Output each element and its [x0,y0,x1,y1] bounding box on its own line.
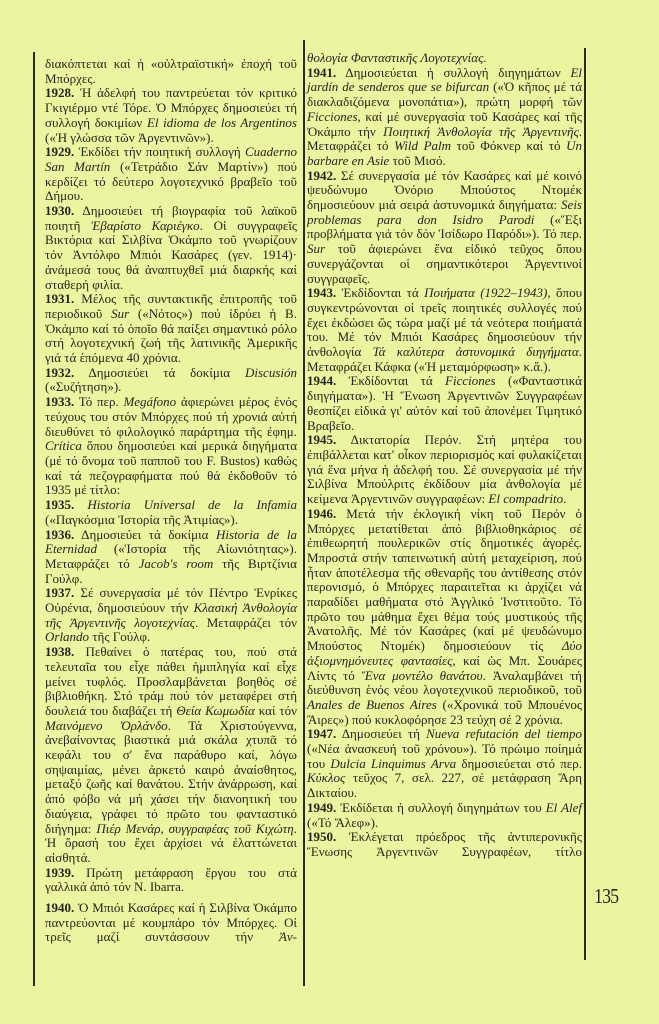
entry-text: Πρώτη μετάφραση ἔργου του στά γαλλικά ἀπό τόν N. Ibarra. [45,864,297,895]
entry-text: («Φανταστικά διηγήματα»). Ἡ Ἕνωση Ἀργεντινῶν Συγγραφέων θεσπίζει εἰδικά γι' αὐτόν καί τοῦ ἀπονέμει Τιμητικό Βραβεῖο. [307,373,582,433]
entry-text: τῆς Βιρτζίνια Γούλφ. [45,555,297,586]
entry-title-italic: Ποιήματα (1922–1943) [424,285,548,301]
entry-year: 1928. [45,85,75,101]
entry-text: . Μεταφράζει τό [307,123,582,154]
entry-text: διακόπτεται καί ἡ «οὐλτραϊστική» ἐποχή τοῦ Μπόρχες. [45,56,297,86]
entry-text: Δημοσιεύει τά δοκίμια [74,526,217,542]
chronology-entry-1937 [45,586,297,645]
entry-year: 1942. [307,167,337,183]
chronology-entry-1932 [45,366,297,395]
entry-title-italic: Orlando [45,629,90,645]
entry-text: («Ἡ γλώσσα τῶν Ἀργεντινῶν»). [45,129,214,145]
entry-text: . Οἱ συγγραφεῖς Βικτόρια καί Σιλβίνα Ὀκάμπο τοῦ γνωρίζουν τόν Ἀντόλφο Μπιόι Κασάρες (γεν. 1914)· ἀνάμεσά τους θά ἀναπτυχθεῖ μιά διαρκής καί σταθερή φιλία. [45,217,297,292]
entry-title-italic: Δύο ἀξιομνημόνευτες φαντασίες [307,638,582,668]
entry-text: , καί ὡς Μπ. Σουάρες Λίντς τό [307,652,582,683]
entry-title-italic: El compadrito [488,491,564,507]
entry-text: Δικτατορία Περόν. Στή μητέρα του ἐπιβάλλεται κατ' οἶκον περιορισμός καί φυλακίζεται γιά ἕνα μήνα ἡ ἀδελφή του. Σέ συνεργασία μέ τήν Σιλβίνα Μπούλριτς ἐκδίδουν μία ἀνθολογία μέ κείμενα Ἀργεντινῶν συγγραφέων: [307,432,582,507]
entry-title-italic: Sur [111,305,130,321]
chronology-entry-1935 [45,498,297,527]
chronology-entry-continued [307,51,582,66]
chronology-entry-1944 [307,374,582,433]
entry-year: 1946. [307,505,337,521]
chronology-column-right [307,51,582,860]
entry-title-italic: Ἕνα μοντέλο θανάτου [361,667,483,683]
entry-title-italic: Un barbare en Asie [307,138,582,168]
entry-text: Ἐκδίδονται τά [336,373,446,389]
entry-title-italic: Wild Palm [394,138,452,154]
entry-text: , καί μέ συνεργασία τοῦ Κασάρες καί τῆς Ὀκάμπο τήν [307,108,582,139]
entry-year: 1939. [45,864,75,880]
entry-text: Ὁ Μπιόι Κασάρες καί ἡ Σιλβίνα Ὀκάμπο παντρεύονται μέ κουμπάρο τόν Μπόρχες. Οἱ τρεῖς μαζί συντάσσουν τήν [45,900,297,945]
entry-text: («Συζήτηση»). [45,379,122,395]
entry-text: . Μεταφράζει Κάφκα («Ἡ μεταμόρφωση» κ.ἄ.). [307,344,582,374]
entry-title-italic: El jardín de senderos que se bifurcan [307,64,582,95]
entry-text: . Ἡ ὅρασή του ἔχει ἀρχίσει νά ἐλαττώνεται αἰσθητά. [45,820,297,865]
entry-title-italic: Κύκλος [307,770,346,786]
entry-text: τοῦ Μισό. [389,152,446,168]
column-rule-left [33,52,35,986]
entry-year: 1950. [307,829,337,845]
entry-text: Ἐκλέγεται πρόεδρος τῆς ἀντιπερονικῆς Ἕνωσης Ἀργεντινῶν Συγγραφέων, τίτλο [307,829,582,859]
entry-text: Πεθαίνει ὁ πατέρας του, πού στά τελευταῖα του εἶχε πάθει ἡμιπληγία καί εἶχε μείνει τυφλός. Προσλαμβάνεται βοηθός σέ βιβλιοθήκη. Στό τράμ πού τόν μεταφέρει στή δουλειά του διαβάζει τή [45,644,297,718]
chronology-entry-1933 [45,395,297,498]
entry-text: («Νέα ἀνασκευή τοῦ χρόνου»). Τό πρώιμο ποίημά του [307,741,582,771]
entry-year: 1943. [307,285,337,301]
entry-text: . Μεταφράζει τόν [195,614,298,630]
chronology-entry-1950 [307,830,582,859]
entry-text: («Τετράδιο Σάν Μαρτίν») πού κερδίζει τό δεύτερο λογοτεχνικό βραβεῖο τοῦ Δήμου. [45,158,297,204]
entry-text: ὅπου δημοσιεύει καί μερικά διηγήματα (μέ τό ὄνομα τοῦ παπποῦ του F. Bustos) καθώς καί τά πεζογραφήματα πού θά ἐκδοθοῦν τό 1935 μέ τίτλο: [45,438,297,498]
column-rule-right [584,48,586,960]
entry-text: («Νότος») πού ἱδρύει ἡ Β. Ὀκάμπο καί τό ὁποῖο θά παίξει σημαντικό ρόλο στή λογοτεχνική ζωή τῆς λατινικῆς Ἀμερικῆς γιά τά ἑπόμενα 40 χρόνια. [45,305,297,366]
chronology-entry-1930 [45,204,297,292]
entry-text: («Ὁ κῆπος μέ τά διακλαδιζόμενα μονοπάτια»), πρώτη μορφή τῶν [307,79,582,110]
entry-title-italic: Nueva refutación del tiempo [426,726,582,742]
chronology-entry-1936 [45,528,297,587]
chronology-entry-1929 [45,145,297,204]
entry-year: 1929. [45,144,75,160]
entry-title-italic: Ἐβαρίστο Καριέγκο [91,217,200,233]
entry-year: 1944. [307,373,337,389]
entry-title-italic: θολογία Φανταστικῆς Λογοτεχνίας. [307,50,487,65]
entry-year: 1935. [45,497,75,513]
entry-title-italic: Κλασική Ἀνθολογία τῆς Ἀργεντινῆς λογοτεχνίας [45,600,298,630]
entry-title-italic: Ποιητική Ἀνθολογία τῆς Ἀργεντινῆς [383,123,579,139]
entry-text: Ἐκδίδεται ἡ συλλογή διηγημάτων του [336,799,546,815]
entry-text: («Τό Ἄλεφ»). [307,814,379,830]
chronology-entry-1940 [45,901,297,945]
chronology-entry-continued [45,57,297,86]
chronology-entry-1946 [307,507,582,728]
chronology-column-left [45,57,297,945]
column-divider [303,40,305,986]
entry-text: Σέ συνεργασία μέ τόν Πέντρο Ἐνρίκες Οὐρένια, δημοσιεύουν τήν [45,585,297,616]
entry-text: («Ἕξι προβλήματα γιά τόν δόν Ἰσίδωρο Παρόδι»). Τό περ. [307,211,582,242]
entry-title-italic: Anales de Buenos Aires [307,696,437,712]
chronology-entry-1947 [307,727,582,801]
entry-text: . Ἀναλαμβάνει τή διεύθυνση ἑνός νέου λογοτεχνικοῦ περιοδικοῦ, τοῦ [307,667,582,698]
entry-year: 1936. [45,526,75,542]
entry-text: δημοσιεύεται στό περ. [456,755,582,771]
chronology-entry-1928 [45,86,297,145]
chronology-entry-1938 [45,645,297,866]
chronology-entry-1939 [45,866,297,895]
entry-text: Τό περ. [74,394,124,410]
page-number: 135 [594,884,619,908]
entry-year: 1947. [307,726,337,742]
entry-title-italic: Crítica [45,438,82,454]
chronology-entry-1941 [307,66,582,169]
entry-text: τῆς Γούλφ. [89,629,151,645]
entry-text: Ἐκδίδει τήν ποιητική συλλογή [74,144,245,160]
entry-year: 1949. [307,799,337,815]
entry-title-italic: Πιέρ Μενάρ, συγγραφέας τοῦ Κιχώτη [96,820,294,836]
entry-text: Μετά τήν ἐκλογική νίκη τοῦ Περόν ὁ Μπόρχες μετατίθεται ἀπό βιβλιοθηκάριος σέ ἐπιθεωρητή πουλερικῶν στίς δημοτικές ἀγορές. Μπροστά στήν ταπεινωτική αὐτή μεταχείριση, πού ἦταν ἀποτέλεσμα τῆς σθεναρῆς του ἀντίθεσης στόν περονισμό, ὁ Μπόρχες παραιτεῖται κι ἀρχίζει νά παραδίδει μαθήματα στό Ἀγγλικό Ἰνστιτοῦτο. Τό πρῶτο του μάθημα ἔχει θέμα τούς μυστικούς τῆς Ἀνατολῆς. Μέ τόν Κασάρες (καί μέ ψευδώνυμο Μπούστος Ντομέκ) δημοσιεύουν τίς [307,505,582,654]
entry-text: τεῦχος 7, σελ. 227, σέ μετάφραση Ἄρη Δικταίου. [307,770,582,801]
entry-text: ἀφιερώνει μέρος ἑνός τεύχους του στόν Μπόρχες πού τή χρονιά αὐτή διευθύνει τό φιλολογικό παράρτημα τῆς ἐφημ. [45,394,297,439]
entry-title-italic: Μαινόμενο Ὀρλάνδο [45,717,168,733]
entry-text: Δημοσιεύει τή βιογραφία τοῦ λαϊκοῦ ποιητῆ [45,203,297,233]
entry-text: Ἡ ἀδελφή του παντρεύεται τόν κριτικό Γκιγιέρμο ντέ Τόρε. Ὁ Μπόρχες δημοσιεύει τή συλλογή δοκιμίων [45,85,297,130]
entry-text: . [563,491,567,507]
entry-title-italic: Jacob's room [138,555,214,571]
entry-year: 1931. [45,291,75,307]
entry-text: Σέ συνεργασία μέ τόν Κασάρες καί μέ κοινό ψευδώνυμο Ὀνόριο Μπούστος Ντομέκ δημοσιεύουν μιά σειρά ἀστυνομικά διηγήματα: [307,167,582,213]
entry-title-italic: Sur [307,241,326,257]
entry-text: Δημοσιεύεται ἡ συλλογή διηγημάτων [336,64,571,80]
entry-text: («Ἱστορία τῆς Αἰωνιότητας»). Μεταφράζει τό [45,541,297,571]
entry-year: 1938. [45,644,75,660]
entry-year: 1941. [307,64,337,80]
chronology-entry-1949 [307,801,582,830]
entry-title-italic: Ficciones [307,108,358,124]
chronology-entry-1942 [307,169,582,287]
entry-title-italic: Ficciones [445,373,496,389]
entry-text [74,497,87,512]
chronology-entry-1943 [307,286,582,374]
chronology-entry-1931 [45,292,297,366]
entry-title-italic: Discusión [245,364,297,380]
entry-title-italic: El idioma de los Argentinos [146,114,297,130]
entry-title-italic: Ἀν- [278,929,297,945]
entry-year: 1937. [45,585,75,601]
entry-text: καί τόν [254,702,298,718]
entry-year: 1933. [45,394,75,410]
entry-title-italic: Historia de la Eternidad [45,526,297,557]
entry-text: τοῦ Φόκνερ καί τό [451,138,567,154]
chronology-entry-1945 [307,433,582,507]
entry-title-italic: Cuaderno San Martín [45,144,297,174]
entry-text: . Τά Χριστούγεννα, ἀνεβαίνοντας βιαστικά μιά σκάλα χτυπᾶ τό κεφάλι του σ' ἕνα παράθυρο καί, λόγω σηψαιμίας, μένει ἀρκετό καιρό ἀναίσθητος, μεταξύ ζωῆς καί θανάτου. Στήν ἀνάρρωση, καί ἀπό φόβο νά μή χάσει τήν διανοητική του διαύγεια, γράφει τό πρῶτο του φανταστικό διήγημα: [45,717,297,836]
entry-text: Δημοσιεύει τή [336,726,427,742]
entry-text: («Χρονικά τοῦ Μπουένος Ἄιρες») πού κυκλοφόρησε 23 τεύχη σέ 2 χρόνια. [307,696,582,727]
entry-text: τοῦ ἀφιερώνει ἕνα εἰδικό τεῦχος ὅπου συνεργάζονται οἱ σημαντικότεροι Ἀργεντινοί συγγραφεῖς. [307,241,582,286]
entry-title-italic: Dulcia Linquimus Arva [330,755,457,771]
entry-title-italic: Θεία Κωμωδία [176,702,255,718]
entry-year: 1932. [45,364,75,380]
entry-title-italic: Historia Universal de la Infamia [87,497,297,513]
entry-year: 1945. [307,432,337,448]
entry-year: 1940. [45,900,75,916]
entry-text: Δημοσιεύει τά δοκίμια [74,364,245,380]
entry-title-italic: Τά καλύτερα ἀστυνομικά διηγήματα [372,344,579,360]
entry-text: («Παγκόσμια Ἱστορία τῆς Ἀτιμίας»). [45,511,239,527]
entry-text: Μέλος τῆς συντακτικῆς ἐπιτροπῆς τοῦ περιοδικοῦ [45,291,297,321]
entry-year: 1930. [45,203,75,219]
entry-title-italic: Seis problemas para don Isidro Parodi [307,197,582,227]
entry-text: Ἐκδίδονται τά [336,285,425,301]
entry-text: , ὅπου συγκεντρώνονται οἱ τρεῖς ποιητικές συλλογές πού ἔχει ἐκδώσει ὥς τώρα μαζί μέ τά νεότερα ποιήματά του. Μέ τόν Μπιόι Κασάρες δημοσιεύουν τήν ἀνθολογία [307,285,582,360]
entry-title-italic: El Alef [545,799,582,815]
entry-title-italic: Megáfono [123,394,177,410]
